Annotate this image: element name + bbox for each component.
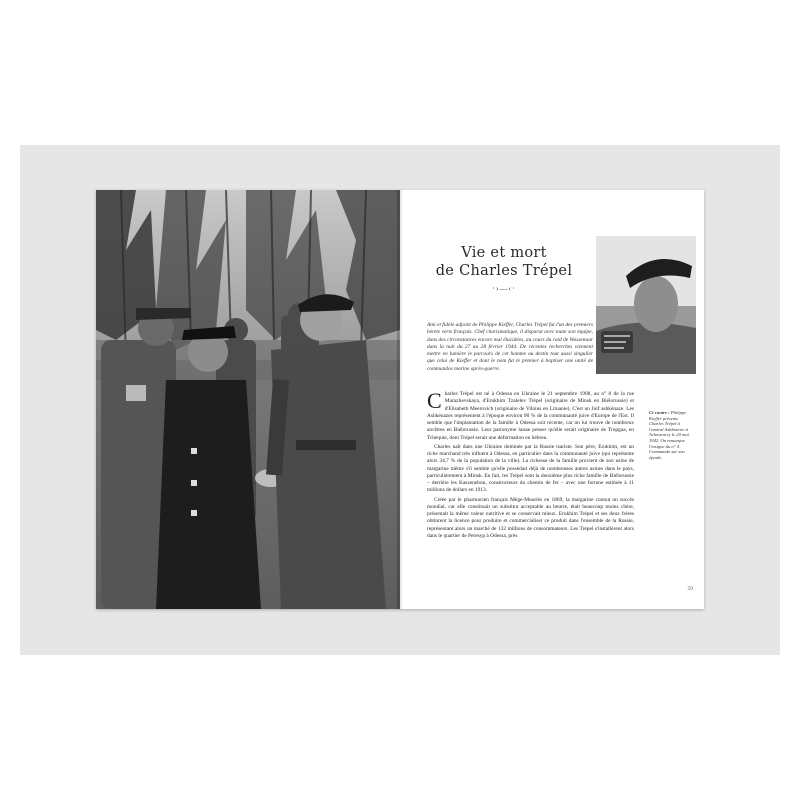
body-paragraph-1 xyxy=(427,388,634,442)
photo-caption xyxy=(649,410,693,460)
portrait-photograph xyxy=(596,236,696,374)
left-page-photograph xyxy=(96,190,400,609)
caption-text: Philippe Kieffer présente Charles Trépel à l'amiral Ashbourne à Achnacarry le 20 mai 1942. On remarque l'insigne du n° 4 Commando sur son épaule. xyxy=(649,410,689,460)
right-page-article xyxy=(400,190,704,609)
body-paragraph-3: Créée par le pharmacien français Mège-Mouriès en 1869, la margarine connut un succès mondial, car elle constituait un substitut acceptable au beurre, était beaucoup moins chère, présentait la même valeur nutritive et se conservait mieux. Erukhim Trépel et ses deux frères obtinrent la licence pour produire et commercialiser ce produit dans l'ensemble de la Russie, représentant alors un marché de 132 millions de consommateurs. Les Trépel s'installèrent alors dans le quartier de Peresyp à Odessa, près xyxy=(427,496,634,539)
article-body xyxy=(427,388,634,542)
body-paragraph-1-text: harles Trépel est né à Odessa en Ukraine le 21 septembre 1908, au n° 8 de la rue Marazlievskaya, d'Erukhim Tzalelev Trépel (originaire de Minsk en Biélorussie) et d'Elisabeth Meerovich (originaire de Vilnius en Lituanie). C'est un Juif ashkénaze. Les Ashkénazes représentent à l'époque environ 90 % de la communauté juive d'Europe de l'Est. Il semble que l'implantation de la famille à Odessa soit récente, car on lui trouve de nombreux ancêtres en Biélorussie. Leur patronyme laisse penser qu'elle serait originaire de Tropgaa, en Tchéquie, dont Trépel serait une déformation en hébreu. xyxy=(427,391,634,441)
title-ornament: ·›—‹· xyxy=(492,284,516,293)
soldiers-handshake-photo xyxy=(96,190,400,609)
intro-paragraph: Ami et fidèle adjoint de Philippe Kieffer, Charles Trépel fut l'un des premiers bérets verts français. Chef charismatique, il disparut avec toute son équipe, dans des circonstances encore mal élucidées, au cours du raid de Wassenaar dans la nuit du 27 au 28 février 1944. De récentes recherches viennent mettre en lumière le parcours de cet homme au destin tout aussi singulier que celui de Kieffer et dont le nom fut le premier à baptiser une unité de commandos marine après-guerre. xyxy=(427,322,593,372)
book-spread xyxy=(96,190,704,609)
body-paragraph-2: Charles naît dans une Ukraine dominée par la Russie tsariste. Son père, Erukhim, est un riche marchand très influent à Odessa, en particulier dans la communauté juive (qui représente alors 34,7 % de la population de la ville). La richesse de la famille provient de son usine de margarine même s'il semble qu'elle possédait déjà de nombreuses autres usines dans le pays, particulièrement à Minsk. En fait, les Trépel sont la deuxième plus riche famille de Biélorussie – derrière les Kaszenebon, constructeurs du chemin de fer – avec une fortune estimée à 11 millions de dollars en 1913. xyxy=(427,443,634,494)
title-line-1: Vie et mort xyxy=(461,245,547,261)
caption-label: Ci-contre : xyxy=(649,410,670,415)
page-number: 59 xyxy=(687,586,693,592)
article-title xyxy=(424,244,584,293)
title-line-2: de Charles Trépel xyxy=(435,263,573,279)
man-in-beret-portrait xyxy=(596,236,696,374)
drop-cap: C xyxy=(427,388,442,413)
